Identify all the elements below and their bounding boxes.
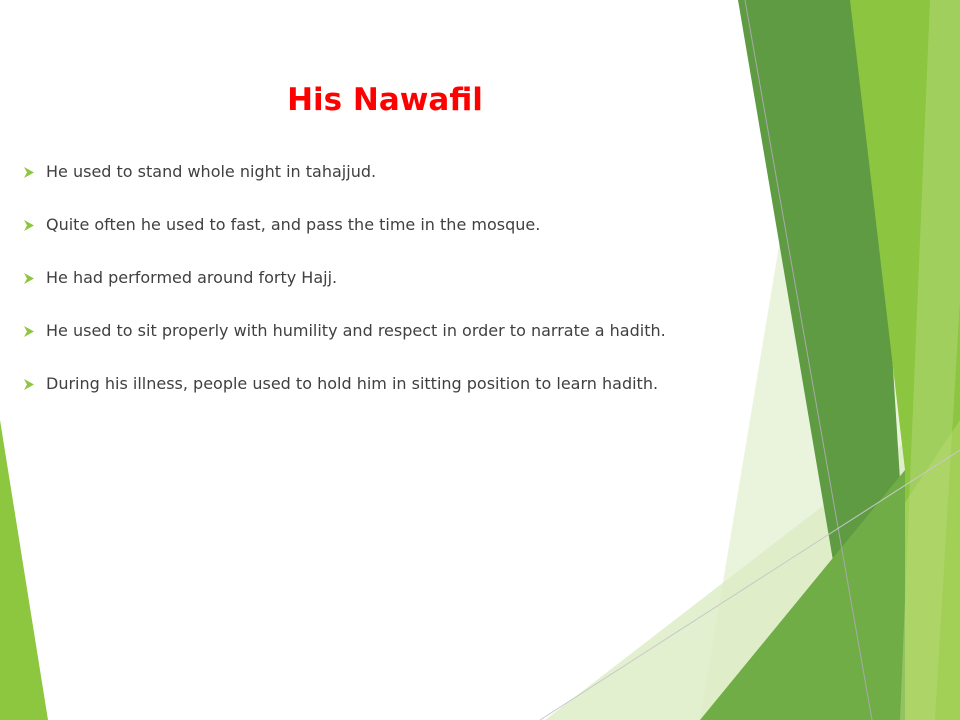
slide-title: His Nawafil (287, 82, 483, 118)
left-green-sliver (0, 420, 48, 720)
arrowhead-bullet-icon (24, 273, 34, 284)
arrowhead-bullet-icon (24, 379, 34, 390)
bullet-text: Quite often he used to fast, and pass the time in the mosque. (46, 215, 541, 234)
bullet-text: During his illness, people used to hold him in sitting position to learn hadith. (46, 374, 659, 393)
bullet-text: He had performed around forty Hajj. (46, 268, 338, 287)
arrowhead-bullet-icon (24, 326, 34, 337)
bullet-text: He used to sit properly with humility and respect in order to narrate a hadith. (46, 321, 666, 340)
arrowhead-bullet-icon (24, 167, 34, 178)
arrowhead-bullet-icon (24, 220, 34, 231)
bullet-text: He used to stand whole night in tahajjud. (46, 162, 377, 181)
